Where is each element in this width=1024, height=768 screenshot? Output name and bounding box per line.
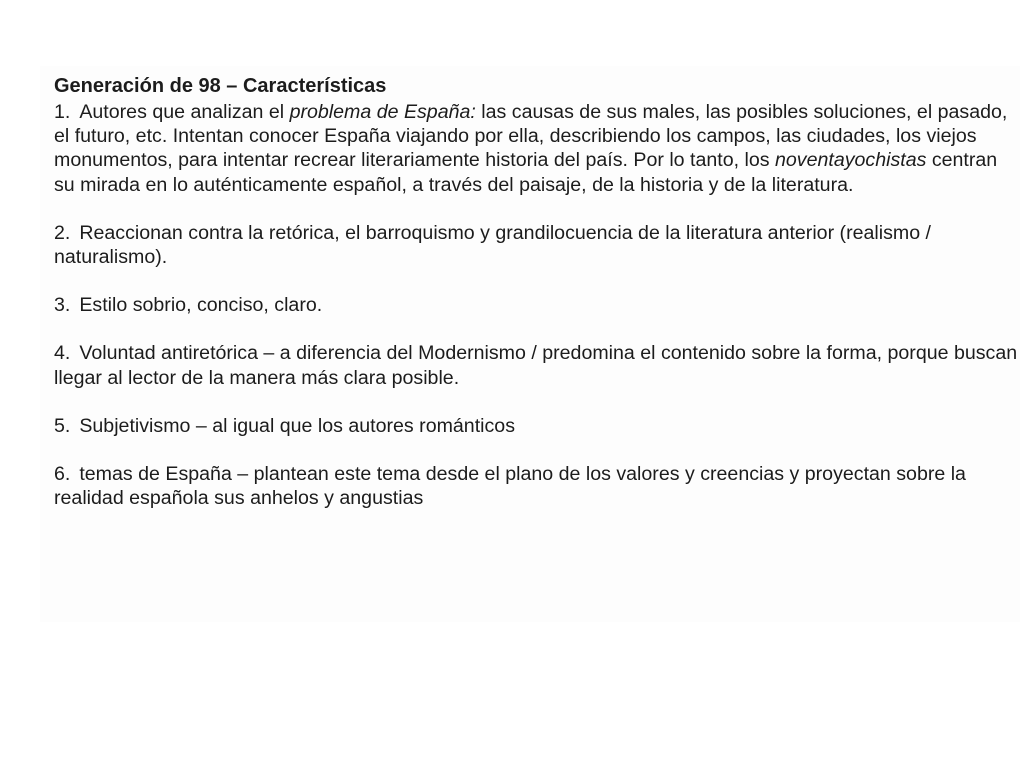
list-item-1 <box>54 100 1019 197</box>
item-text: Voluntad antiretórica – a diferencia del Modernismo / predomina el contenido sobre la forma, porque buscan llegar al lector de la manera más clara posible. <box>54 342 1018 389</box>
item-text: Estilo sobrio, conciso, claro. <box>79 294 323 317</box>
list-item-6 <box>54 462 1019 510</box>
list-item-4 <box>54 341 1019 389</box>
item-number: 6. <box>54 463 71 486</box>
item-emphasis: problema de España: <box>289 101 476 123</box>
list-item-5 <box>54 414 1019 438</box>
list-item-2 <box>54 221 1019 269</box>
item-text: temas de España – plantean este tema desde el plano de los valores y creencias y proyectan sobre la realidad española sus anhelos y angustias <box>54 463 966 510</box>
item-emphasis: noventayochistas <box>774 149 927 172</box>
item-text: Autores que analizan el <box>79 101 290 123</box>
item-text: Subjetivismo – al igual que los autores románticos <box>79 414 515 437</box>
item-number: 5. <box>54 414 71 437</box>
item-number: 2. <box>54 221 71 244</box>
document-body <box>54 74 1019 510</box>
document-title: Generación de 98 – Características <box>54 75 387 97</box>
item-number: 1. <box>54 101 71 123</box>
list-item-3 <box>54 293 1019 317</box>
item-text: las causas de sus males, las posibles soluciones, el pasado, el futuro, etc. Intentan conocer España viajando por ella, describiendo los campos, las ciudades, los viejos monumentos, para intentar recrear literariamente historia del país. Por lo tanto, los <box>54 101 1008 172</box>
item-number: 3. <box>54 294 71 317</box>
item-text: Reaccionan contra la retórica, el barroquismo y grandilocuencia de la literatura anterior (realismo / naturalismo). <box>54 221 932 269</box>
item-number: 4. <box>54 342 71 365</box>
item-text: centran su mirada en lo auténticamente español, a través del paisaje, de la historia y de la literatura. <box>54 149 998 196</box>
